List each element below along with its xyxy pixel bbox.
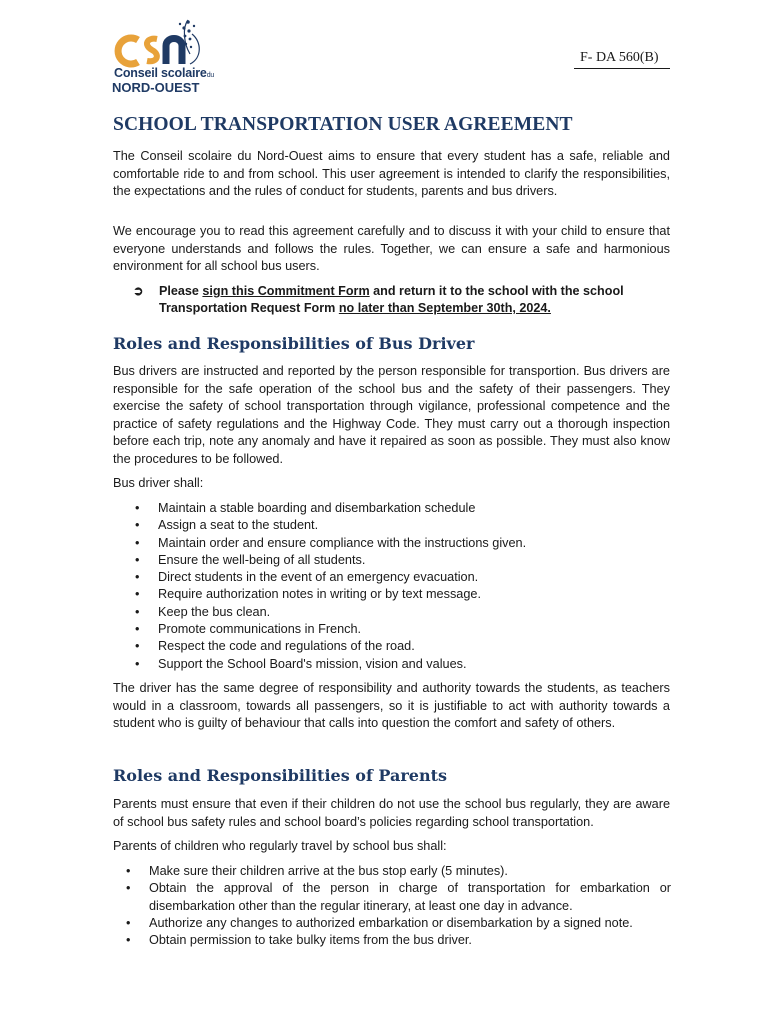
list-item: • Require authorization notes in writing or by text message.: [135, 587, 481, 602]
list-item: • Authorize any changes to authorized embarkation or disembarkation by a signed note.: [126, 915, 633, 930]
driver-paragraph-1: Bus drivers are instructed and reported by the person responsible for transportion. Bus drivers are responsible for the safe operation of the school bus and the safety of their passengers. They exercise the safety of school transportation through vigilance, professional competence and the practice of safety regulations and the Highway Code. They must carry out a thorough inspection before each trip, note any anomaly and have it repaired as soon as possible. They must also know the procedures to be followed.: [113, 364, 670, 466]
driver-paragraph-2: The driver has the same degree of responsibility and authority towards the students, as teachers would in a classroom, towards all passengers, so it is justifiable to act with authority towards a student who is guilty of behaviour that calls into question the comfort and safety of others.: [113, 681, 670, 731]
form-code: F- DA 560(B): [580, 50, 659, 65]
list-item: • Keep the bus clean.: [135, 604, 271, 619]
logo-wordmark-top: Conseil scolairedu: [114, 66, 215, 80]
parents-paragraph-1: Parents must ensure that even if their children do not use the school bus regularly, they are aware of school bus safety rules and school board’s policies regarding school transportation.: [113, 797, 670, 829]
logo-mark: [118, 20, 199, 64]
arrow-icon: ➲: [133, 284, 144, 298]
list-item: • Support the School Board's mission, vision and values.: [135, 656, 467, 671]
list-item: • Ensure the well-being of all students.: [135, 552, 366, 567]
form-code-underline: [574, 68, 670, 69]
list-item: • Direct students in the event of an emergency evacuation.: [135, 570, 479, 585]
document-title: SCHOOL TRANSPORTATION USER AGREEMENT: [113, 114, 573, 135]
logo-wordmark-bottom: NORD-OUEST: [112, 80, 200, 95]
parents-section-heading: Roles and Responsibilities of Parents: [113, 766, 448, 785]
driver-duties-list: [135, 500, 675, 673]
commitment-note: ➲ Please sign this Commitment Form and return it to the school with the school Transportation Request Form no later than September 30th, 2024.: [133, 284, 624, 315]
list-item: • Respect the code and regulations of the road.: [135, 639, 415, 654]
list-item: • Obtain permission to take bulky items from the bus driver.: [126, 933, 472, 948]
list-item: • Promote communications in French.: [135, 622, 362, 637]
driver-list-lead: Bus driver shall:: [113, 476, 204, 490]
intro-paragraph-1: The Conseil scolaire du Nord-Ouest aims to ensure that every student has a safe, reliable and comfortable ride to and from school. This user agreement is intended to clarify the responsibilities, the expectations and the rules of conduct for students, parents and bus drivers.: [113, 149, 670, 199]
list-item: • Make sure their children arrive at the bus stop early (5 minutes).: [126, 864, 508, 878]
commitment-form-link: sign this Commitment Form: [202, 284, 370, 298]
list-item: • Obtain the approval of the person in charge of transportation for embarkation or disembarkation other than the regular itinerary, at least one day in advance.: [126, 881, 671, 913]
deadline-text: no later than September 30th, 2024.: [338, 301, 551, 315]
intro-paragraph-2: We encourage you to read this agreement carefully and to discuss it with your child to ensure that everyone understands and follows the rules. Together, we can ensure a safe and harmonious environment for all school bus users.: [113, 224, 670, 274]
parents-duties-list: [126, 863, 671, 949]
parents-list-lead: Parents of children who regularly travel by school bus shall:: [113, 839, 447, 853]
list-item: • Maintain order and ensure compliance with the instructions given.: [135, 535, 527, 550]
list-item: • Assign a seat to the student.: [135, 518, 319, 533]
driver-section-heading: Roles and Responsibilities of Bus Driver: [113, 334, 475, 353]
list-item: • Maintain a stable boarding and disembarkation schedule: [135, 501, 476, 515]
